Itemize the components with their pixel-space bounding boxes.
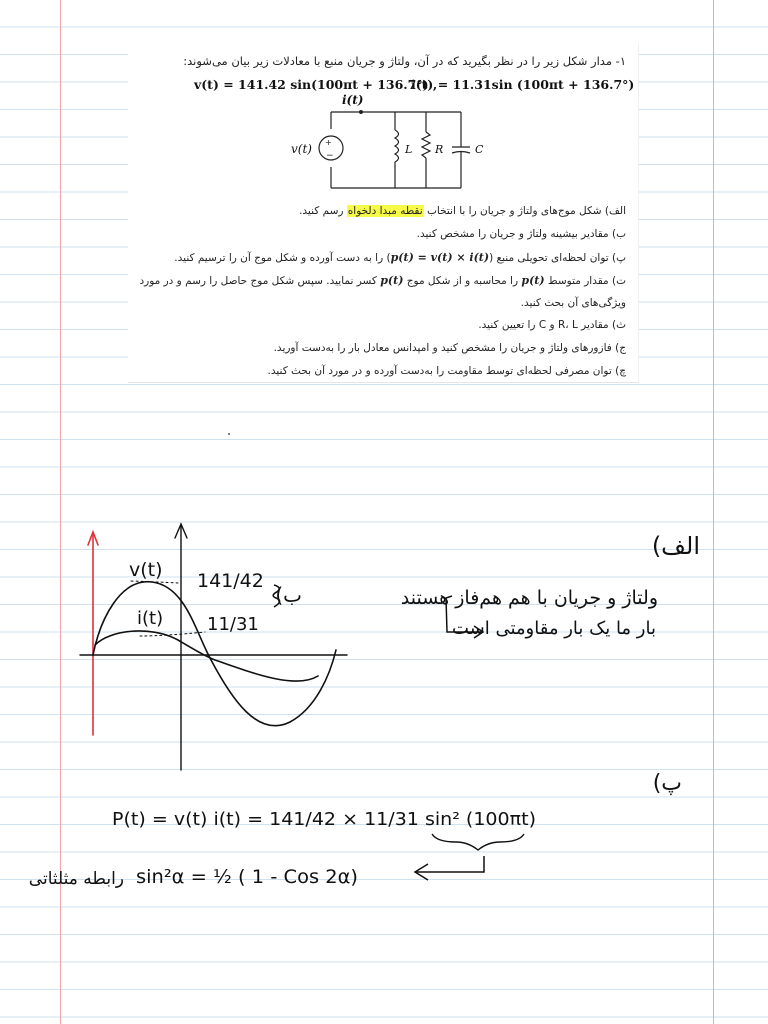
item-jim: ج) فازورهای ولتاژ و جریان را مشخص کنید و امپدانس معادل بار را به‌دست آورید. — [273, 342, 626, 354]
capacitor-label: C — [475, 143, 484, 156]
resistor-label: R — [435, 143, 444, 156]
item-se: ث) مقادیر R، L و C را تعیین کنید. — [478, 319, 626, 331]
current-label: i(t) — [342, 93, 364, 107]
voltage-max: 141/42 — [197, 570, 264, 592]
item-be: ب) مقادیر بیشینه ولتاژ و جریان را مشخص کنید. — [416, 228, 626, 240]
waveform-sketch — [80, 524, 347, 770]
svg-text:+: + — [325, 138, 332, 147]
identity-equation: sin²α = ½ ( 1 - Cos 2α) — [136, 866, 358, 888]
part-a-label: الف) — [651, 532, 700, 560]
part-p-label: پ) — [652, 771, 682, 796]
current-curve — [95, 631, 318, 681]
underbrace — [432, 834, 524, 850]
current-max: 11/31 — [207, 614, 259, 635]
question-title: ۱- مدار شکل زیر را در نظر بگیرید که در آن، ولتاژ و جریان منبع با معادلات زیر بیان می‌شوند: — [183, 54, 626, 68]
power-equation: P(t) = v(t) i(t) = 141/42 × 11/31 sin² (100πt) — [112, 809, 536, 830]
return-arrow — [416, 856, 484, 872]
source-label: v(t) — [291, 142, 312, 156]
item-te: ت) مقدار متوسط p(t) را محاسبه و از شکل موج p(t) کسر نمایید. سپس شکل موج حاصل را رسم و در مورد ویژگی‌های آن بحث کنید. — [139, 274, 626, 309]
voltage-label: v(t) — [129, 559, 163, 581]
item-pe: پ) توان لحظه‌ای تحویلی منبع (p(t) = v(t) × i(t)) را به دست آورده و شکل موج آن را ترسیم کنید. — [174, 251, 626, 264]
part-b-label: ب) — [275, 583, 302, 607]
part-a-note-line1: ولتاژ و جریان با هم هم‌فاز هستند — [400, 587, 658, 609]
current-label-hw: i(t) — [137, 608, 164, 629]
highlighted-phrase: نقطه مبدا دلخواه — [347, 205, 423, 217]
inductor-label: L — [405, 143, 413, 156]
svg-text:−: − — [326, 151, 334, 161]
item-che: چ) توان مصرفی لحظه‌ای توسط مقاومت را به‌دست آورده و در مورد آن بحث کنید. — [267, 365, 626, 377]
identity-note: رابطه مثلثاتی — [28, 869, 124, 889]
current-equation: i(t) = 11.31sin (100πt + 136.7°) — [411, 77, 635, 92]
voltage-equation: v(t) = 141.42 sin(100πt + 136.7°) , — [194, 77, 438, 92]
item-alef: الف) شکل موج‌های ولتاژ و جریان را با انتخاب نقطه مبدا دلخواه رسم کنید. — [299, 205, 626, 217]
part-a-note-line2: بار ما یک بار مقاومتی است — [452, 618, 656, 639]
